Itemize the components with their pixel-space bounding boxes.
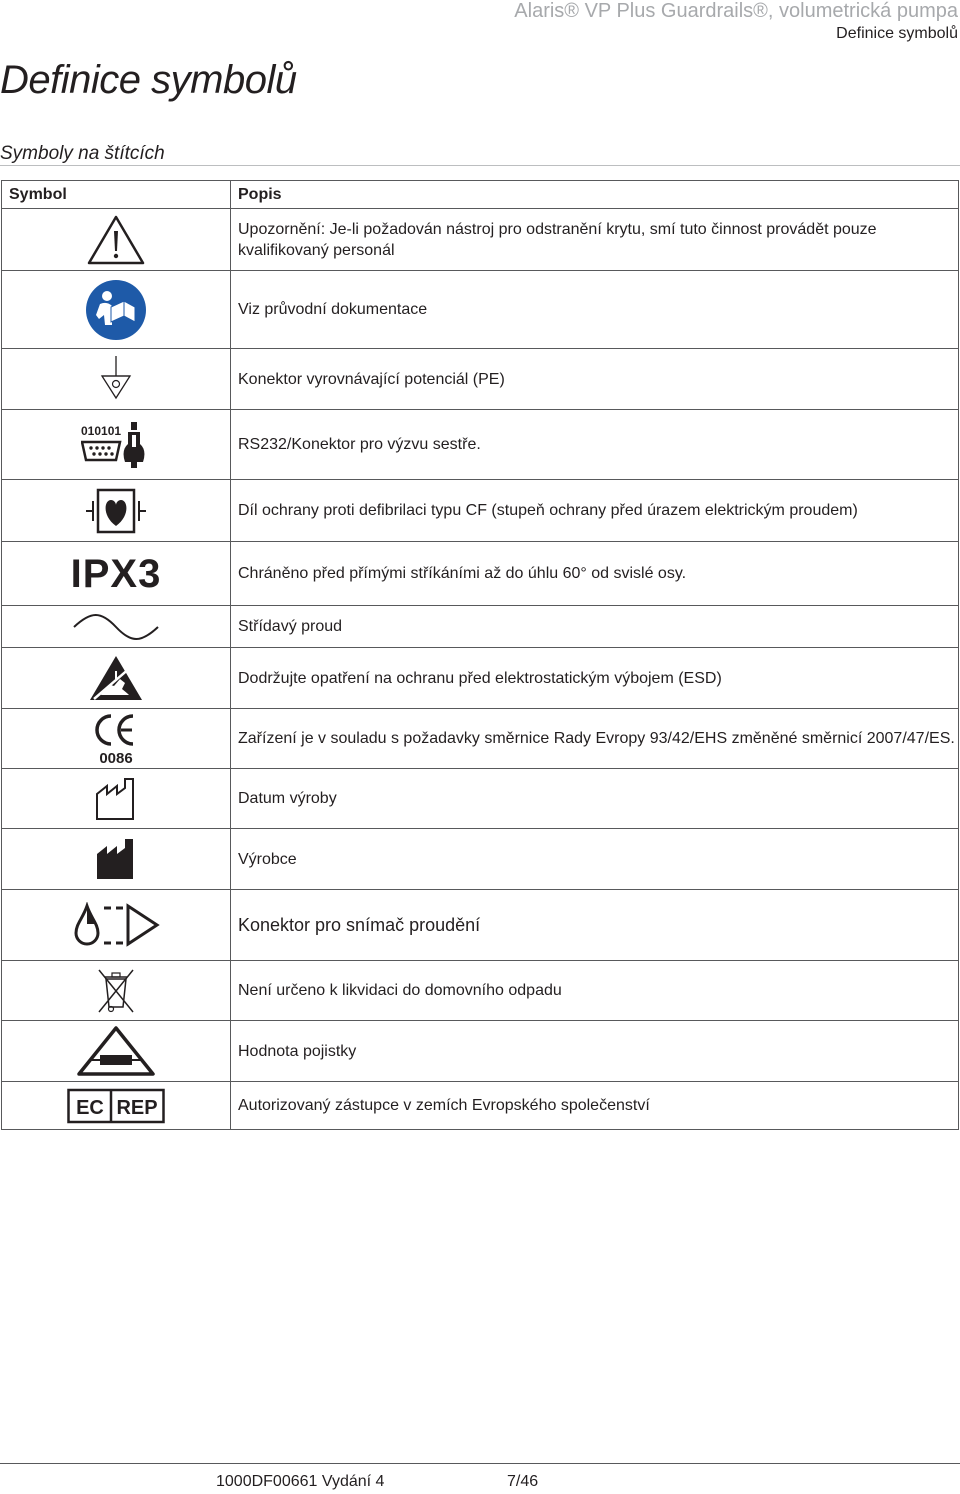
symbols-table — [1, 180, 959, 1130]
description-cell: Střídavý proud — [231, 606, 959, 648]
equipotential-connector-icon — [96, 354, 136, 404]
rep-label: REP — [116, 1096, 158, 1119]
manufacturer-icon — [93, 836, 139, 882]
symbol-cell — [2, 1082, 231, 1130]
table-row — [2, 410, 959, 480]
symbol-cell — [2, 480, 231, 542]
description-cell: Autorizovaný zástupce v zemích Evropského společenství — [231, 1082, 959, 1130]
description-cell: Viz průvodní dokumentace — [231, 271, 959, 349]
column-header-description: Popis — [231, 181, 959, 209]
symbol-cell — [2, 410, 231, 480]
description-cell: Dodržujte opatření na ochranu před elektrostatickým výbojem (ESD) — [231, 648, 959, 709]
table-row — [2, 709, 959, 769]
description-cell: Upozornění: Je-li požadován nástroj pro odstranění krytu, smí tuto činnost provádět pouze kvalifikovaný personál — [231, 209, 959, 271]
consult-documentation-icon — [85, 279, 147, 341]
table-row — [2, 1082, 959, 1130]
ec-rep-icon — [67, 1088, 165, 1124]
column-header-symbol: Symbol — [2, 181, 231, 209]
table-header-row — [2, 181, 959, 209]
ce-mark-icon — [91, 712, 141, 766]
table-row — [2, 648, 959, 709]
symbol-cell — [2, 542, 231, 606]
description-cell: RS232/Konektor pro výzvu sestře. — [231, 410, 959, 480]
description-cell: Konektor pro snímač proudění — [231, 890, 959, 961]
flow-sensor-connector-icon — [71, 902, 161, 948]
table-row — [2, 1021, 959, 1082]
description-cell: Konektor vyrovnávající potenciál (PE) — [231, 349, 959, 410]
fuse-rating-icon — [76, 1025, 156, 1077]
ipx3-icon: IPX3 — [70, 551, 162, 596]
table-row — [2, 769, 959, 829]
warning-triangle-icon — [86, 214, 146, 266]
ec-label: EC — [76, 1096, 104, 1119]
table-row — [2, 890, 959, 961]
page-title: Definice symbolů — [0, 58, 297, 102]
table-row — [2, 271, 959, 349]
defibrillation-proof-cf-icon — [84, 488, 148, 534]
description-cell: Hodnota pojistky — [231, 1021, 959, 1082]
table-row — [2, 542, 959, 606]
symbol-cell — [2, 961, 231, 1021]
section-title: Symboly na štítcích — [0, 143, 165, 164]
footer-doc-number: 1000DF00661 Vydání 4 — [216, 1473, 385, 1490]
description-cell: Výrobce — [231, 829, 959, 890]
binary-label: 010101 — [81, 423, 122, 438]
symbol-cell — [2, 1021, 231, 1082]
table-row — [2, 961, 959, 1021]
alternating-current-icon — [71, 613, 161, 641]
table-row — [2, 209, 959, 271]
description-cell: Datum výroby — [231, 769, 959, 829]
description-cell: Chráněno před přímými stříkáními až do úhlu 60° od svislé osy. — [231, 542, 959, 606]
rs232-nurse-call-icon — [81, 420, 151, 470]
notified-body-number: 0086 — [99, 749, 133, 766]
date-of-manufacture-icon — [93, 776, 139, 822]
table-row — [2, 606, 959, 648]
header-section-name: Definice symbolů — [836, 25, 958, 42]
symbol-cell — [2, 829, 231, 890]
symbol-cell — [2, 606, 231, 648]
symbol-cell — [2, 769, 231, 829]
symbol-cell — [2, 271, 231, 349]
table-row — [2, 480, 959, 542]
esd-warning-icon — [87, 653, 145, 703]
header-product-title: Alaris® VP Plus Guardrails®, volumetrická pumpa — [514, 0, 958, 22]
table-row — [2, 829, 959, 890]
symbol-cell — [2, 648, 231, 709]
symbol-cell — [2, 890, 231, 961]
footer-page-number: 7/46 — [507, 1473, 539, 1490]
symbol-cell — [2, 209, 231, 271]
description-cell: Není určeno k likvidaci do domovního odpadu — [231, 961, 959, 1021]
description-cell: Díl ochrany proti defibrilaci typu CF (stupeň ochrany před úrazem elektrickým proudem) — [231, 480, 959, 542]
section-divider — [0, 165, 960, 166]
symbol-cell — [2, 709, 231, 769]
table-row — [2, 349, 959, 410]
footer-divider — [0, 1463, 960, 1464]
weee-crossed-bin-icon — [96, 967, 136, 1015]
symbol-cell — [2, 349, 231, 410]
description-cell: Zařízení je v souladu s požadavky směrnice Rady Evropy 93/42/EHS změněné směrnicí 2007/47/ES. — [231, 709, 959, 769]
